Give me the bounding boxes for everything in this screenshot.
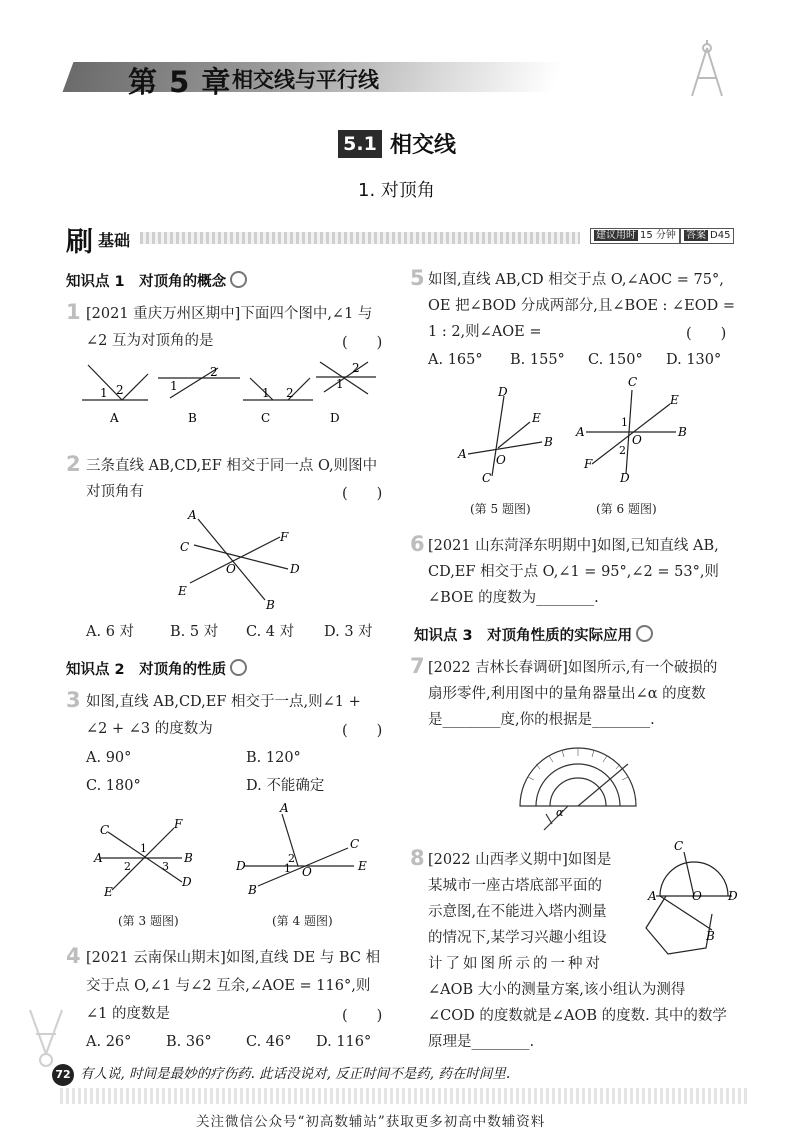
svg-text:α: α <box>556 806 564 819</box>
time-badge <box>590 228 680 244</box>
kp2-label: 知识点 2 对顶角的性质 <box>66 662 227 678</box>
svg-text:A: A <box>648 889 657 903</box>
q8-line7: ∠COD 的度数就是∠AOB 的度数. 其中的数学 <box>428 1008 727 1024</box>
svg-text:B: B <box>248 883 257 897</box>
q4-figure <box>236 800 376 900</box>
q3-line2: ∠2 + ∠3 的度数为 <box>86 721 213 737</box>
svg-text:1: 1 <box>140 842 147 855</box>
svg-text:O: O <box>226 562 236 576</box>
svg-text:O: O <box>632 433 642 447</box>
svg-text:2: 2 <box>288 852 295 865</box>
q5-caption: (第 5 题图) <box>470 502 531 516</box>
q5-line1: 如图,直线 AB,CD 相交于点 O,∠AOC = 75°, <box>428 272 724 288</box>
answer-label: 答案 <box>686 230 706 241</box>
svg-text:1: 1 <box>262 386 270 400</box>
q4-number: 4 <box>66 944 81 968</box>
target-icon <box>230 271 247 288</box>
watermark-text: 关注微信公众号“初高数辅站”获取更多初高中数辅资料 <box>196 1114 546 1130</box>
svg-text:A: A <box>94 851 103 865</box>
svg-text:2: 2 <box>124 860 131 873</box>
q1-number: 1 <box>66 300 81 324</box>
svg-text:1: 1 <box>170 379 178 393</box>
q2-number: 2 <box>66 452 81 476</box>
q3-figure <box>90 812 200 902</box>
answer-page: D45 <box>710 230 731 241</box>
time-label: 建议用时 <box>596 230 636 241</box>
svg-text:C: C <box>628 375 638 389</box>
q5-line2: OE 把∠BOD 分成两部分,且∠BOE : ∠EOD = <box>428 298 736 314</box>
q8-line1: [2022 山西孝义期中]如图是 <box>428 852 612 868</box>
svg-text:B: B <box>544 435 553 449</box>
svg-text:B: B <box>706 929 715 943</box>
svg-text:D: D <box>236 859 246 873</box>
q4-line2: 交于点 O,∠1 与∠2 互余,∠AOE = 116°,则 <box>86 978 371 994</box>
q6-line3: ∠BOE 的度数为________. <box>428 590 599 606</box>
footer-quote: 有人说, 时间是最妙的疗伤药. 此话没说对, 反正时间不是药, 药在时间里. <box>80 1066 511 1082</box>
svg-text:E: E <box>178 584 187 598</box>
q3-option-a: A. 90° <box>86 750 132 766</box>
q2-figure <box>170 505 310 610</box>
q7-line1: [2022 吉林长春调研]如图所示,有一个破损的 <box>428 660 718 676</box>
q4-answer-paren: ( ) <box>342 1008 383 1024</box>
q4-line1: [2021 云南保山期末]如图,直线 DE 与 BC 相 <box>86 950 381 966</box>
q3-option-d: D. 不能确定 <box>246 778 325 794</box>
page-number: 72 <box>52 1064 74 1086</box>
q2-option-c: C. 4 对 <box>246 624 295 640</box>
time-value: 15 分钟 <box>640 230 676 241</box>
q5-option-d: D. 130° <box>666 352 722 368</box>
q8-line5: 计了如图所示的一种对 <box>428 956 603 972</box>
svg-text:D: D <box>498 385 508 399</box>
svg-text:B: B <box>266 598 275 610</box>
q3-answer-paren: ( ) <box>342 723 383 739</box>
q6-line2: CD,EF 相交于点 O,∠1 = 95°,∠2 = 53°,则 <box>428 564 719 580</box>
q5-line3: 1 : 2,则∠AOE = <box>428 324 542 340</box>
svg-text:2: 2 <box>619 444 626 457</box>
svg-text:1: 1 <box>100 386 108 400</box>
q3-number: 3 <box>66 688 81 712</box>
q1-fig-a-label: A <box>110 411 119 425</box>
q5-answer-paren: ( ) <box>686 326 727 342</box>
svg-text:D: D <box>728 889 738 903</box>
svg-text:A: A <box>188 508 197 522</box>
answer-badge <box>680 228 734 244</box>
q1-fig-c-label: C <box>261 411 271 425</box>
svg-text:O: O <box>692 889 702 903</box>
q4-line3: ∠1 的度数是 <box>86 1006 170 1022</box>
svg-text:O: O <box>496 453 506 467</box>
knowledge-point-2 <box>66 658 247 679</box>
q8-line2: 某城市一座古塔底部平面的 <box>428 878 602 894</box>
svg-text:E: E <box>104 885 113 899</box>
svg-text:C: C <box>482 471 492 482</box>
q8-line4: 的情况下,某学习兴趣小组设 <box>428 930 607 946</box>
q4-option-b: B. 36° <box>166 1034 212 1050</box>
q5-option-a: A. 165° <box>428 352 483 368</box>
q3-caption: (第 3 题图) <box>118 914 179 928</box>
decorative-band <box>140 232 580 244</box>
subsection-title: 1. 对顶角 <box>358 180 435 201</box>
chapter-number: 第 5 章 <box>128 65 232 99</box>
q6-figure <box>572 374 692 484</box>
q3-option-b: B. 120° <box>246 750 301 766</box>
svg-text:F: F <box>584 457 593 471</box>
kp1-label: 知识点 1 对顶角的概念 <box>66 274 227 290</box>
q6-caption: (第 6 题图) <box>596 502 657 516</box>
q6-number: 6 <box>410 532 425 556</box>
q2-answer-paren: ( ) <box>342 486 383 502</box>
q8-number: 8 <box>410 846 425 870</box>
section-title: 相交线 <box>390 133 457 158</box>
q2-line1: 三条直线 AB,CD,EF 相交于同一点 O,则图中 <box>86 458 378 474</box>
q7-protractor-figure <box>516 744 640 834</box>
chapter-title: 相交线与平行线 <box>232 68 379 92</box>
q7-line2: 扇形零件,利用图中的量角器量出∠α 的度数 <box>428 686 706 702</box>
svg-text:1: 1 <box>284 862 291 875</box>
q1-line1: [2021 重庆万州区期中]下面四个图中,∠1 与 <box>86 306 373 322</box>
q1-answer-paren: ( ) <box>342 335 383 351</box>
q2-option-b: B. 5 对 <box>170 624 219 640</box>
q5-number: 5 <box>410 266 425 290</box>
svg-text:2: 2 <box>116 383 124 397</box>
q1-fig-b-label: B <box>188 411 197 425</box>
svg-text:C: C <box>100 823 110 837</box>
q7-line3: 是________度,你的根据是________. <box>428 712 655 728</box>
brush-mark: 刷 <box>66 227 93 258</box>
knowledge-point-3 <box>414 624 653 645</box>
footer-decoration <box>60 1088 750 1104</box>
svg-text:D: D <box>620 471 630 484</box>
q1-line2: ∠2 互为对顶角的是 <box>86 333 214 349</box>
svg-text:1: 1 <box>336 377 344 391</box>
q4-option-a: A. 26° <box>86 1034 132 1050</box>
svg-text:1: 1 <box>621 416 628 429</box>
svg-text:3: 3 <box>162 860 169 873</box>
svg-text:D: D <box>182 875 192 889</box>
svg-text:C: C <box>350 837 360 851</box>
q4-caption: (第 4 题图) <box>272 914 333 928</box>
svg-text:E: E <box>670 393 679 407</box>
svg-text:E: E <box>358 859 367 873</box>
target-icon <box>636 625 653 642</box>
level-label: 基础 <box>98 231 131 250</box>
svg-text:A: A <box>458 447 467 461</box>
q5-figure <box>456 382 566 482</box>
svg-text:E: E <box>532 411 541 425</box>
q6-line1: [2021 山东菏泽东明期中]如图,已知直线 AB, <box>428 538 719 554</box>
q5-option-c: C. 150° <box>588 352 643 368</box>
svg-text:D: D <box>290 562 300 576</box>
q7-number: 7 <box>410 654 425 678</box>
q1-figures <box>78 360 388 430</box>
svg-text:A: A <box>280 801 289 815</box>
knowledge-point-1 <box>66 270 247 291</box>
target-icon <box>230 659 247 676</box>
kp3-label: 知识点 3 对顶角性质的实际应用 <box>414 628 633 644</box>
q3-option-c: C. 180° <box>86 778 141 794</box>
q4-option-d: D. 116° <box>316 1034 372 1050</box>
q5-option-b: B. 155° <box>510 352 565 368</box>
q2-line2: 对顶角有 <box>86 484 144 500</box>
q8-line8: 原理是________. <box>428 1034 535 1050</box>
svg-text:2: 2 <box>352 361 360 375</box>
q2-option-d: D. 3 对 <box>324 624 373 640</box>
q8-line6: ∠AOB 大小的测量方案,该小组认为测得 <box>428 982 686 998</box>
svg-text:F: F <box>280 530 289 544</box>
svg-text:B: B <box>184 851 193 865</box>
q1-fig-d-label: D <box>330 411 340 425</box>
q8-line3: 示意图,在不能进入塔内测量 <box>428 904 607 920</box>
svg-text:O: O <box>302 865 312 879</box>
svg-text:C: C <box>674 839 684 853</box>
svg-text:F: F <box>174 817 183 831</box>
svg-text:A: A <box>576 425 585 439</box>
svg-text:C: C <box>180 540 190 554</box>
compass-icon <box>682 40 732 100</box>
q2-option-a: A. 6 对 <box>86 624 135 640</box>
svg-text:B: B <box>678 425 687 439</box>
q4-option-c: C. 46° <box>246 1034 292 1050</box>
svg-text:2: 2 <box>286 386 294 400</box>
q8-tower-figure <box>640 836 744 976</box>
svg-text:2: 2 <box>210 365 218 379</box>
section-number: 5.1 <box>338 130 382 158</box>
q3-line1: 如图,直线 AB,CD,EF 相交于一点,则∠1 + <box>86 694 361 710</box>
